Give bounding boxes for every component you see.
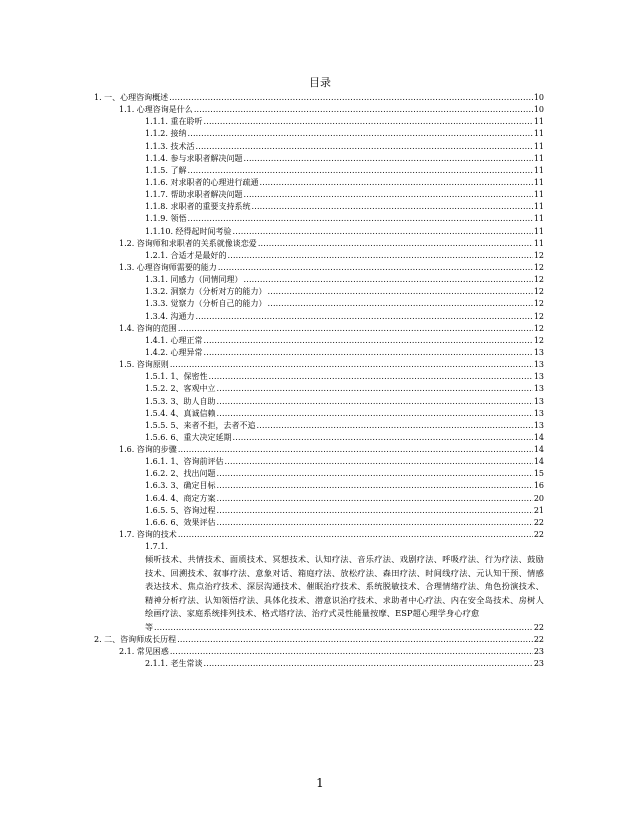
- toc-entry[interactable]: [145, 177, 544, 189]
- toc-entry[interactable]: [145, 383, 544, 395]
- toc-entry[interactable]: [94, 92, 544, 104]
- toc-leader-dots: [217, 408, 533, 420]
- toc-leader-dots: [217, 383, 533, 395]
- toc-entry[interactable]: [145, 432, 544, 444]
- toc-entry-page: 12: [533, 335, 544, 345]
- toc-entry-text: 2.1.1. 老生常谈: [145, 659, 203, 669]
- toc-entry[interactable]: [119, 323, 544, 335]
- toc-entry[interactable]: [145, 371, 544, 383]
- toc-entry-text: 1.1.6. 对求职者的心理进行疏通: [145, 177, 259, 187]
- toc-entry-text: 1.5.1. 1、保密性: [145, 372, 208, 382]
- toc-entry[interactable]: [119, 646, 544, 658]
- toc-leader-dots: [178, 529, 533, 541]
- toc-entry-page: 12: [533, 323, 544, 333]
- toc-entry-text: 1.1.7. 帮助求职者解决问题: [145, 190, 243, 200]
- toc-entry-text: 1.1.9. 领悟: [145, 214, 187, 224]
- toc-entry-page: 13: [533, 384, 544, 394]
- toc-entry-text: 1.6.5. 5、咨询过程: [145, 505, 216, 515]
- toc-entry-text: 1.1.1. 重在聆听: [145, 117, 203, 127]
- toc-entries-after: [0, 634, 640, 670]
- toc-entry-page: 15: [533, 469, 544, 479]
- toc-entry-page: 12: [533, 287, 544, 297]
- toc-entry-page: 11: [533, 153, 544, 163]
- toc-entry-page: 11: [533, 141, 544, 151]
- toc-entry[interactable]: [145, 250, 544, 262]
- toc-entry-page: 23: [533, 659, 544, 669]
- toc-entry[interactable]: [145, 468, 544, 480]
- toc-entries: [0, 92, 640, 541]
- toc-entry-page: 12: [533, 311, 544, 321]
- toc-entry-text: 倾听技术、共情技术、面质技术、冥想技术、认知疗法、音乐疗法、戏剧疗法、呼吸疗法、行为疗法、鼓励技术、回溯技术、叙事疗法、意象对话、箱庭疗法、放松疗法、森田疗法、时间线疗法、元认知干预、情感表达技术、焦点治疗技术、深层沟通技术、催眠治疗技术、系统脱敏技术、合理情绪疗法、角色扮演技术、精神分析疗法、认知领悟疗法、具体化技术、潜意识治疗技术、求助者中心疗法、内在安全岛技术、房树人绘画疗法、家庭系统排列技术、格式塔疗法、治疗式灵性能量按摩、ESP超心理学身心疗愈: [145, 554, 544, 619]
- toc-leader-dots: [217, 468, 533, 480]
- toc-entry-page: 14: [533, 445, 544, 455]
- toc-entry[interactable]: [145, 153, 544, 165]
- toc-entry[interactable]: [145, 165, 544, 177]
- toc-entry-text: 1.3.3. 觉察力（分析自己的能力）: [145, 299, 267, 309]
- toc-leader-dots: [267, 286, 532, 298]
- toc-leader-dots: [195, 311, 532, 323]
- toc-entry-text: 1.3.1. 同感力（同情同理）: [145, 275, 243, 285]
- toc-entry-text: 1.6.2. 2、找出问题: [145, 469, 216, 479]
- toc-entry-page: 11: [533, 129, 544, 139]
- toc-leader-dots: [233, 226, 533, 238]
- toc-entry-text: 1.3. 心理咨询师需要的能力: [119, 262, 217, 272]
- toc-leader-dots: [243, 189, 532, 201]
- toc-entry-text: 1.5.6. 6、重大决定延期: [145, 432, 232, 442]
- toc-entry[interactable]: [145, 141, 544, 153]
- toc-entry[interactable]: [145, 311, 544, 323]
- toc-entry[interactable]: [119, 262, 544, 274]
- toc-entry-page: 12: [533, 262, 544, 272]
- toc-leader-dots: [217, 517, 533, 529]
- toc-entry-text: 1.2.1. 合适才是最好的: [145, 250, 227, 260]
- toc-entry-text: 2. 二、咨询师成长历程: [94, 634, 177, 644]
- toc-entry-text: 1.3.2. 洞察力（分析对方的能力）: [145, 287, 267, 297]
- toc-entry-page: 11: [533, 177, 544, 187]
- toc-leader-dots: [259, 177, 532, 189]
- toc-leader-dots: [203, 658, 532, 670]
- toc-entry[interactable]: [145, 213, 544, 225]
- toc-entry-page: 11: [533, 226, 544, 236]
- toc-entry[interactable]: [145, 286, 544, 298]
- toc-leader-dots: [217, 480, 533, 492]
- toc-title: 目录: [309, 76, 331, 89]
- toc-entry[interactable]: [119, 529, 544, 541]
- toc-entry-page: 16: [533, 481, 544, 491]
- toc-entry[interactable]: [145, 396, 544, 408]
- toc-leader-dots: [154, 621, 533, 634]
- toc-leader-dots: [243, 274, 532, 286]
- table-of-contents: [0, 92, 640, 670]
- toc-leader-dots: [177, 634, 533, 646]
- toc-entry-page: 20: [533, 493, 544, 503]
- toc-entry[interactable]: [145, 408, 544, 420]
- toc-leader-dots: [267, 298, 532, 310]
- toc-entry-text: 1.6.4. 4、商定方案: [145, 493, 216, 503]
- toc-entry-page: 22: [533, 634, 544, 644]
- toc-leader-dots: [178, 444, 533, 456]
- toc-entry-page: 12: [533, 275, 544, 285]
- toc-entry-page: 13: [533, 420, 544, 430]
- toc-leader-dots: [194, 104, 533, 116]
- toc-entry[interactable]: [119, 359, 544, 371]
- toc-entry-page: 14: [533, 457, 544, 467]
- toc-entry-last-line: [145, 621, 544, 634]
- toc-entry-text: 1.1.4. 参与求职者解决问题: [145, 153, 243, 163]
- toc-entry[interactable]: [145, 128, 544, 140]
- toc-entry-page: 11: [533, 117, 544, 127]
- toc-entry-1-7-1[interactable]: [145, 541, 544, 634]
- toc-entry-text: 1. 一、心理咨询概述: [94, 92, 169, 102]
- page-number: 1: [316, 776, 324, 790]
- toc-entry-text: 1.5. 咨询原则: [119, 360, 169, 370]
- toc-leader-dots: [195, 141, 532, 153]
- toc-entry[interactable]: [145, 347, 544, 359]
- toc-entry-text: 1.1.2. 接纳: [145, 129, 187, 139]
- toc-entry-page: 14: [533, 432, 544, 442]
- toc-entry-page: 12: [533, 250, 544, 260]
- toc-entry[interactable]: [145, 658, 544, 670]
- toc-entry-text: 1.4. 咨询的范围: [119, 323, 177, 333]
- toc-leader-dots: [187, 165, 532, 177]
- toc-entry-text: 1.1.10. 经得起时间考验: [145, 226, 232, 236]
- toc-entry-text: 1.5.5. 5、来者不拒，去者不追: [145, 420, 256, 430]
- toc-leader-dots: [258, 238, 533, 250]
- toc-entry-page: 11: [533, 190, 544, 200]
- toc-entry[interactable]: [145, 335, 544, 347]
- toc-entry-text: 1.1.3. 技术活: [145, 141, 195, 151]
- toc-leader-dots: [203, 335, 532, 347]
- toc-leader-dots: [217, 493, 533, 505]
- toc-entry-page: 21: [533, 505, 544, 515]
- toc-entry-text: 1.4.2. 心理异常: [145, 347, 203, 357]
- toc-entry-text-end: 等: [145, 622, 153, 632]
- toc-entry-page: 13: [533, 347, 544, 357]
- toc-entry-text: 1.1. 心理咨询是什么: [119, 105, 193, 115]
- toc-entry-text: 1.6.6. 6、效果评估: [145, 517, 216, 527]
- toc-leader-dots: [243, 153, 532, 165]
- toc-entry[interactable]: [145, 505, 544, 517]
- toc-leader-dots: [178, 323, 533, 335]
- toc-entry[interactable]: [145, 201, 544, 213]
- toc-leader-dots: [170, 359, 533, 371]
- toc-leader-dots: [170, 646, 533, 658]
- toc-entry-text: 1.4.1. 心理正常: [145, 335, 203, 345]
- toc-entry-number: 1.7.1.: [145, 542, 168, 552]
- toc-entry-page: 22: [533, 530, 544, 540]
- toc-entry-page: 13: [533, 360, 544, 370]
- toc-entry-text: 1.2. 咨询师和求职者的关系就像谈恋爱: [119, 238, 257, 248]
- toc-leader-dots: [217, 396, 533, 408]
- toc-entry-page: 11: [533, 165, 544, 175]
- toc-leader-dots: [203, 347, 532, 359]
- toc-entry[interactable]: [145, 493, 544, 505]
- toc-entry[interactable]: [145, 226, 544, 238]
- toc-leader-dots: [225, 456, 533, 468]
- toc-leader-dots: [217, 505, 533, 517]
- toc-leader-dots: [203, 116, 532, 128]
- toc-entry-page: 13: [533, 372, 544, 382]
- toc-entry[interactable]: [145, 517, 544, 529]
- toc-leader-dots: [187, 128, 532, 140]
- toc-entry-text: 1.1.8. 求职者的重要支持系统: [145, 202, 251, 212]
- toc-entry-text: 1.3.4. 沟通力: [145, 311, 195, 321]
- toc-leader-dots: [218, 262, 533, 274]
- toc-entry[interactable]: [145, 456, 544, 468]
- toc-entry[interactable]: [94, 634, 544, 646]
- toc-entry-text: 1.1.5. 了解: [145, 165, 187, 175]
- toc-entry-text: 1.6.3. 3、确定目标: [145, 481, 216, 491]
- toc-entry-text: 2.1. 常见困惑: [119, 646, 169, 656]
- toc-leader-dots: [227, 250, 532, 262]
- toc-entry-text: 1.6. 咨询的步骤: [119, 445, 177, 455]
- toc-entry-page: 23: [533, 646, 544, 656]
- toc-entry[interactable]: [145, 481, 544, 493]
- toc-entry[interactable]: [145, 189, 544, 201]
- toc-entry[interactable]: [145, 298, 544, 310]
- toc-entry[interactable]: [145, 116, 544, 128]
- toc-leader-dots: [209, 371, 533, 383]
- toc-entry[interactable]: [119, 104, 544, 116]
- toc-entry[interactable]: [119, 444, 544, 456]
- toc-entry-page: 11: [533, 214, 544, 224]
- toc-entry-page: 11: [533, 238, 544, 248]
- toc-leader-dots: [187, 213, 532, 225]
- toc-entry-text: 1.7. 咨询的技术: [119, 530, 177, 540]
- toc-entry[interactable]: [119, 238, 544, 250]
- toc-leader-dots: [169, 92, 533, 104]
- toc-entry-text: 1.5.2. 2、客观中立: [145, 384, 216, 394]
- toc-entry-text: 1.5.3. 3、助人自助: [145, 396, 216, 406]
- toc-entry-text: 1.6.1. 1、咨询前评估: [145, 457, 224, 467]
- toc-entry-page: 13: [533, 396, 544, 406]
- toc-leader-dots: [251, 201, 532, 213]
- toc-entry-page: 11: [533, 202, 544, 212]
- toc-entry-page: 22: [533, 517, 544, 527]
- toc-entry[interactable]: [145, 420, 544, 432]
- toc-entry[interactable]: [145, 274, 544, 286]
- toc-entry-page: 12: [533, 299, 544, 309]
- toc-entry-page: 13: [533, 408, 544, 418]
- toc-leader-dots: [233, 432, 533, 444]
- toc-entry-page: 10: [533, 92, 544, 102]
- toc-leader-dots: [257, 420, 533, 432]
- toc-entry-page: 22: [533, 622, 544, 632]
- toc-entry-page: 10: [533, 105, 544, 115]
- toc-entry-text: 1.5.4. 4、真诚信赖: [145, 408, 216, 418]
